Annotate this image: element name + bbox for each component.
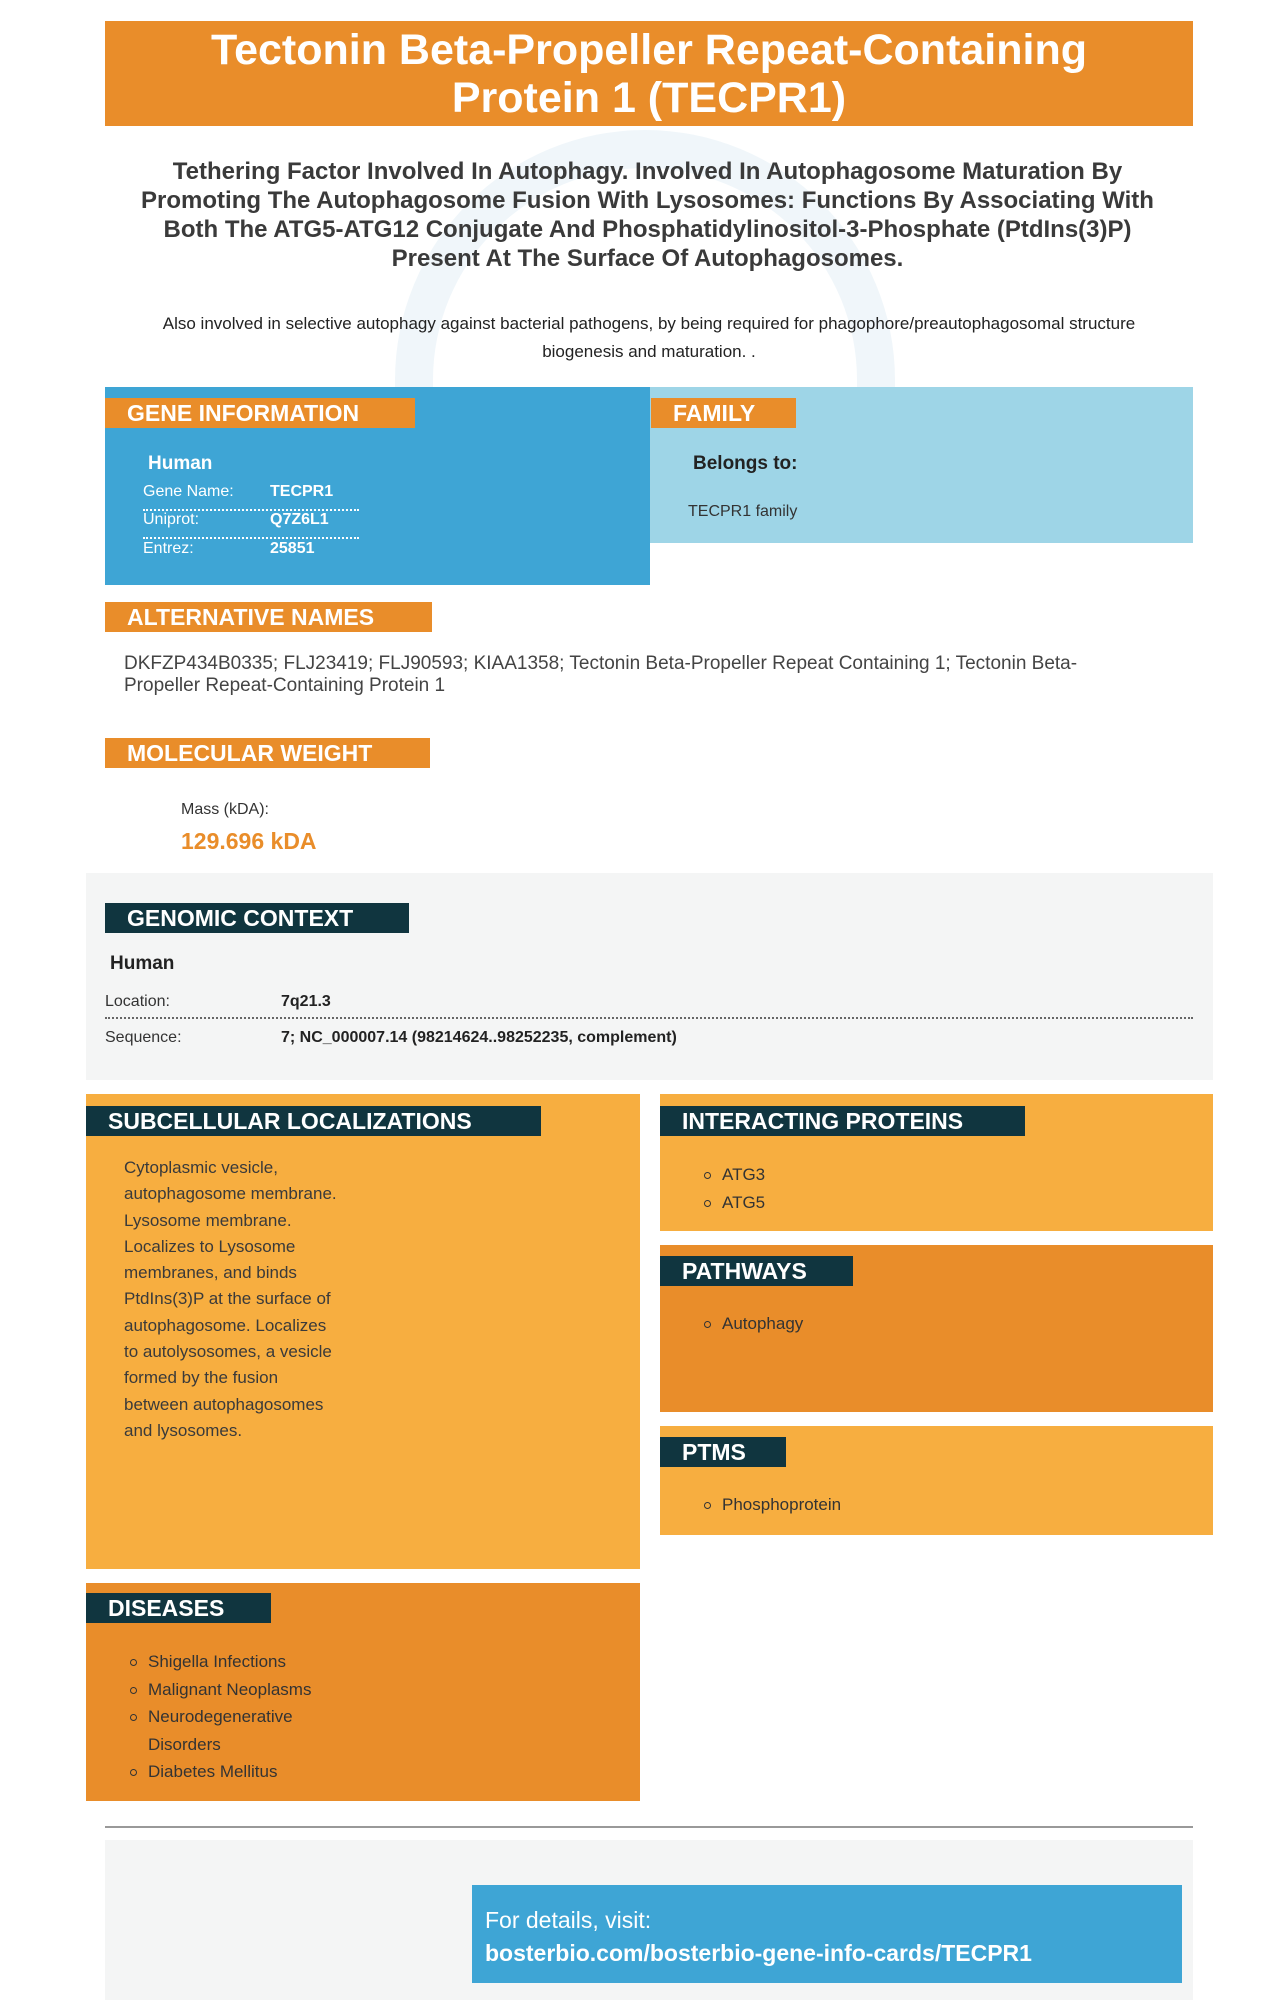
location-value: 7q21.3 xyxy=(281,993,331,1010)
title-banner xyxy=(105,21,1193,126)
entrez-label: Entrez: xyxy=(143,540,194,557)
list-item: Malignant Neoplasms xyxy=(128,1676,328,1704)
list-item: Shigella Infections xyxy=(128,1648,328,1676)
genomic-context-heading: GENOMIC CONTEXT xyxy=(105,903,409,933)
gene-name-label: Gene Name: xyxy=(143,483,234,500)
entrez-value: 25851 xyxy=(270,540,315,557)
ptms-heading: PTMS xyxy=(660,1437,786,1467)
location-row xyxy=(105,987,1193,1019)
gene-name-value: TECPR1 xyxy=(270,483,334,500)
interacting-proteins-list xyxy=(702,1161,765,1216)
subcellular-localizations-text: Cytoplasmic vesicle, autophagosome membrane. Lysosome membrane. Localizes to Lysosome membranes, and binds PtdIns(3)P at the surface of autophagosome. Localizes to autolysosomes, a vesicle formed by the fusion between autophagosomes and lysosomes. xyxy=(124,1158,337,1440)
list-item: ATG5 xyxy=(702,1189,765,1217)
interacting-proteins-heading: INTERACTING PROTEINS xyxy=(660,1106,1025,1136)
uniprot-label: Uniprot: xyxy=(143,511,200,528)
diseases-list xyxy=(128,1648,328,1786)
location-label: Location: xyxy=(105,993,170,1010)
diseases-heading: DISEASES xyxy=(86,1593,271,1623)
family-value: TECPR1 family xyxy=(688,503,798,520)
list-item: ATG3 xyxy=(702,1161,765,1189)
footer-divider xyxy=(105,1826,1193,1828)
gene-information-heading: GENE INFORMATION xyxy=(105,398,415,428)
details-link-box[interactable] xyxy=(472,1885,1182,1983)
molecular-weight-heading: MOLECULAR WEIGHT xyxy=(105,738,430,768)
list-item: Diabetes Mellitus xyxy=(128,1758,328,1786)
family-heading: FAMILY xyxy=(651,398,796,428)
ptms-list xyxy=(702,1491,841,1519)
list-item: Phosphoprotein xyxy=(702,1491,841,1519)
sequence-label: Sequence: xyxy=(105,1029,182,1046)
mass-label: Mass (kDA): xyxy=(181,801,269,818)
page-title: Tectonin Beta-Propeller Repeat-Containing Protein 1 (TECPR1) xyxy=(211,25,1087,122)
sequence-value: 7; NC_000007.14 (98214624..98252235, complement) xyxy=(281,1029,677,1046)
gene-name-row xyxy=(143,483,359,511)
uniprot-row xyxy=(143,511,359,539)
protein-description: Also involved in selective autophagy against bacterial pathogens, by being required for phagophore/preautophagosomal structure biogenesis and maturation. . xyxy=(162,314,1136,361)
pathways-list xyxy=(702,1310,803,1338)
list-item: Autophagy xyxy=(702,1310,803,1338)
list-item: Neurodegenerative Disorders xyxy=(128,1703,328,1758)
genomic-species: Human xyxy=(110,953,175,974)
uniprot-value: Q7Z6L1 xyxy=(270,511,329,528)
details-url-link[interactable]: bosterbio.com/bosterbio-gene-info-cards/TECPR1 xyxy=(485,1940,1032,1966)
alternative-names-text: DKFZP434B0335; FLJ23419; FLJ90593; KIAA1358; Tectonin Beta-Propeller Repeat Containing 1; Tectonin Beta-Propeller Repeat-Containing Protein 1 xyxy=(124,653,1078,696)
subcellular-localizations-heading: SUBCELLULAR LOCALIZATIONS xyxy=(86,1106,541,1136)
pathways-heading: PATHWAYS xyxy=(660,1256,853,1286)
mass-value: 129.696 kDA xyxy=(181,828,317,854)
sequence-row xyxy=(105,1022,1193,1054)
entrez-row xyxy=(143,540,359,568)
gene-species: Human xyxy=(148,453,213,474)
family-belongs-label: Belongs to: xyxy=(693,453,798,474)
details-label: For details, visit: xyxy=(485,1907,652,1933)
protein-summary: Tethering Factor Involved In Autophagy. Involved In Autophagosome Maturation By Promoting The Autophagosome Fusion With Lysosomes: Functions By Associating With Both The ATG5-ATG12 Conjugate And Phosphatidylinositol-3-Phosphate (PtdIns(3)P) Present At The Surface Of Autophagosomes. xyxy=(141,158,1154,272)
alternative-names-heading: ALTERNATIVE NAMES xyxy=(105,602,432,632)
